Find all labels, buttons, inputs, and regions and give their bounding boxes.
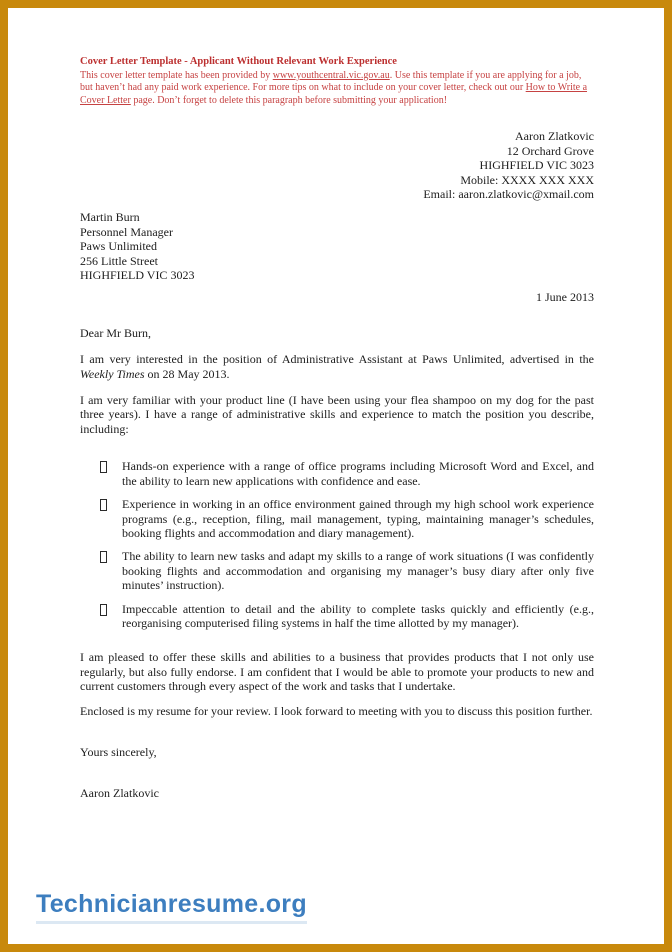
recipient-title: Personnel Manager bbox=[80, 224, 173, 239]
sender-email: Email: aaron.zlatkovic@xmail.com bbox=[423, 187, 594, 201]
sender-city: HIGHFIELD VIC 3023 bbox=[479, 158, 594, 173]
salutation: Dear Mr Burn, bbox=[80, 325, 151, 340]
template-notice bbox=[80, 56, 594, 107]
letter-content bbox=[8, 8, 664, 801]
square-bullet-icon bbox=[100, 551, 107, 563]
recipient-address-block bbox=[80, 210, 594, 282]
notice-text-pre: This cover letter template has been provided by bbox=[80, 69, 273, 81]
notice-title: Cover Letter Template - Applicant Without Relevant Work Experience bbox=[80, 56, 397, 67]
bullet-text: Hands-on experience with a range of office programs including Microsoft Word and Excel, and the ability to learn new applications with confidence and ease. bbox=[122, 459, 594, 488]
recipient-city: HIGHFIELD VIC 3023 bbox=[80, 268, 195, 283]
paragraph-text: on 28 May 2013. bbox=[144, 366, 230, 381]
list-item bbox=[80, 459, 594, 488]
site-logo[interactable]: Technicianresume.org bbox=[36, 890, 307, 924]
recipient-street: 256 Little Street bbox=[80, 253, 158, 268]
signature-name: Aaron Zlatkovic bbox=[80, 786, 159, 801]
bullet-text: The ability to learn new tasks and adapt my skills to a range of work situations (I was confidently booking flights and accommodation and organising my manager’s busy diary after only five minutes’ instruction). bbox=[122, 549, 594, 593]
list-item bbox=[80, 497, 594, 540]
how-to-write-cover-letter-link[interactable]: How to Write a Cover Letter bbox=[80, 82, 588, 106]
square-bullet-icon bbox=[100, 461, 107, 473]
notice-text-post: page. Don’t forget to delete this paragraph before submitting your application! bbox=[130, 94, 448, 106]
recipient-company: Paws Unlimited bbox=[80, 239, 157, 254]
paragraph-text: I am very interested in the position of Administrative Assistant at Paws Unlimited, advertised in the bbox=[80, 352, 594, 367]
recipient-name: Martin Burn bbox=[80, 210, 140, 225]
skills-bullet-list bbox=[80, 459, 594, 630]
youthcentral-link[interactable]: www.youthcentral.vic.gov.au bbox=[272, 69, 390, 81]
notice-body bbox=[80, 70, 594, 108]
notice-text-mid: . Use this template if you are applying for a job, but haven’t had any paid work experience. For more tips on what to include on your cover letter, check out our bbox=[80, 69, 582, 94]
bullet-text: Experience in working in an office environment gained through my high school work experience programs (e.g., reception, filing, mail management, typing, maintaining manager’s schedules, booking flights and accommodation and diary management). bbox=[122, 497, 594, 540]
list-item bbox=[80, 549, 594, 592]
list-item bbox=[80, 602, 594, 631]
bullet-text: Impeccable attention to detail and the ability to complete tasks quickly and efficiently (e.g., reorganising computerised filing systems in half the time allotted by my manager). bbox=[122, 601, 594, 630]
letter-date: 1 June 2013 bbox=[536, 290, 594, 305]
sender-name: Aaron Zlatkovic bbox=[515, 129, 594, 144]
paragraph-enclosed: Enclosed is my resume for your review. I look forward to meeting with you to discuss this position further. bbox=[80, 703, 593, 718]
paragraph-familiarity: I am very familiar with your product line (I have been using your flea shampoo on my dog for the past three years). I have a range of administrative skills and experience to match the position you describe, including: bbox=[80, 393, 594, 436]
publication-name: Weekly Times bbox=[80, 366, 145, 381]
closing-line: Yours sincerely, bbox=[80, 744, 157, 759]
sender-street: 12 Orchard Grove bbox=[506, 143, 594, 158]
sender-mobile: Mobile: XXXX XXX XXX bbox=[460, 172, 594, 187]
sender-address-block bbox=[80, 129, 594, 201]
paragraph-offer: I am pleased to offer these skills and abilities to a business that provides products that I not only use regularly, but also fully endorse. I am confident that I would be able to promote your products to new and current customers through every aspect of the work and tasks that I undertake. bbox=[80, 650, 594, 694]
paragraph-interest bbox=[80, 352, 594, 381]
square-bullet-icon bbox=[100, 499, 107, 511]
square-bullet-icon bbox=[100, 604, 107, 616]
